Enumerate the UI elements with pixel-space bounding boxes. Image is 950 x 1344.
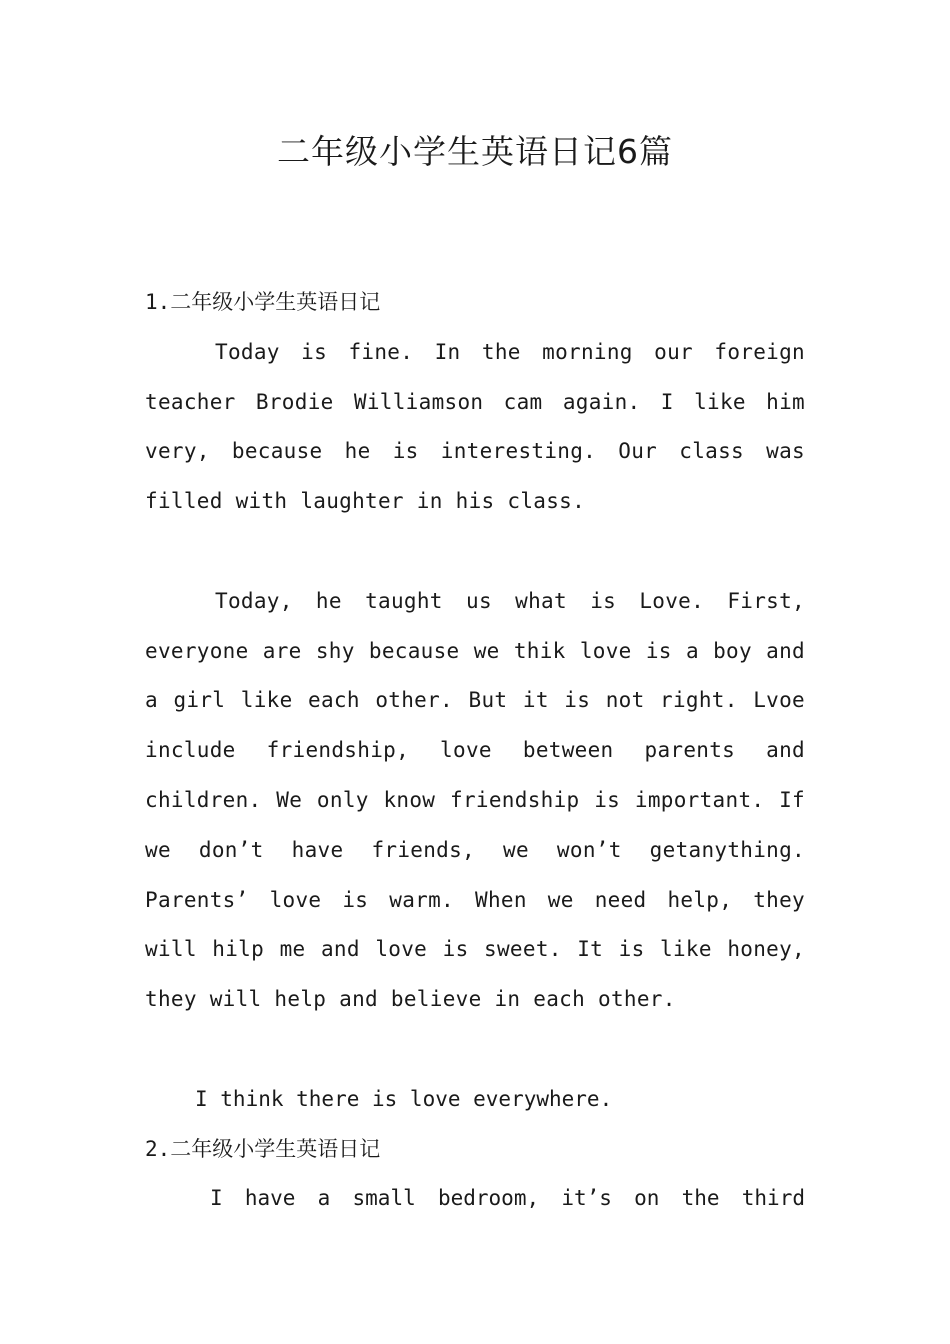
document-body	[145, 278, 805, 1224]
paragraph-spacer	[145, 1025, 805, 1075]
paragraph: I have a small bedroom, it’s on the third	[210, 1186, 805, 1211]
section-heading-1: 1.二年级小学生英语日记	[145, 290, 381, 314]
section-heading-2: 2.二年级小学生英语日记	[145, 1136, 381, 1161]
paragraph: Today is fine. In the morning our foreign teacher Brodie Williamson cam again. I like him very, because he is interesting. Our class was filled with laughter in his class.	[145, 339, 805, 514]
paragraph: I think there is love everywhere.	[195, 1086, 613, 1111]
paragraph-spacer	[145, 527, 805, 577]
paragraph: Today, he taught us what is Love. First, everyone are shy because we thik love is a boy and a girl like each other. But it is not right. Lvoe include friendship, love between parents and children. We only know friendship is important. If we don’t have friends, we won’t getanything. Parents’ love is warm. When we need help, they will hilp me and love is sweet. It is like honey, they will help and believe in each other.	[145, 588, 805, 1012]
document-title: 二年级小学生英语日记6篇	[277, 132, 673, 171]
